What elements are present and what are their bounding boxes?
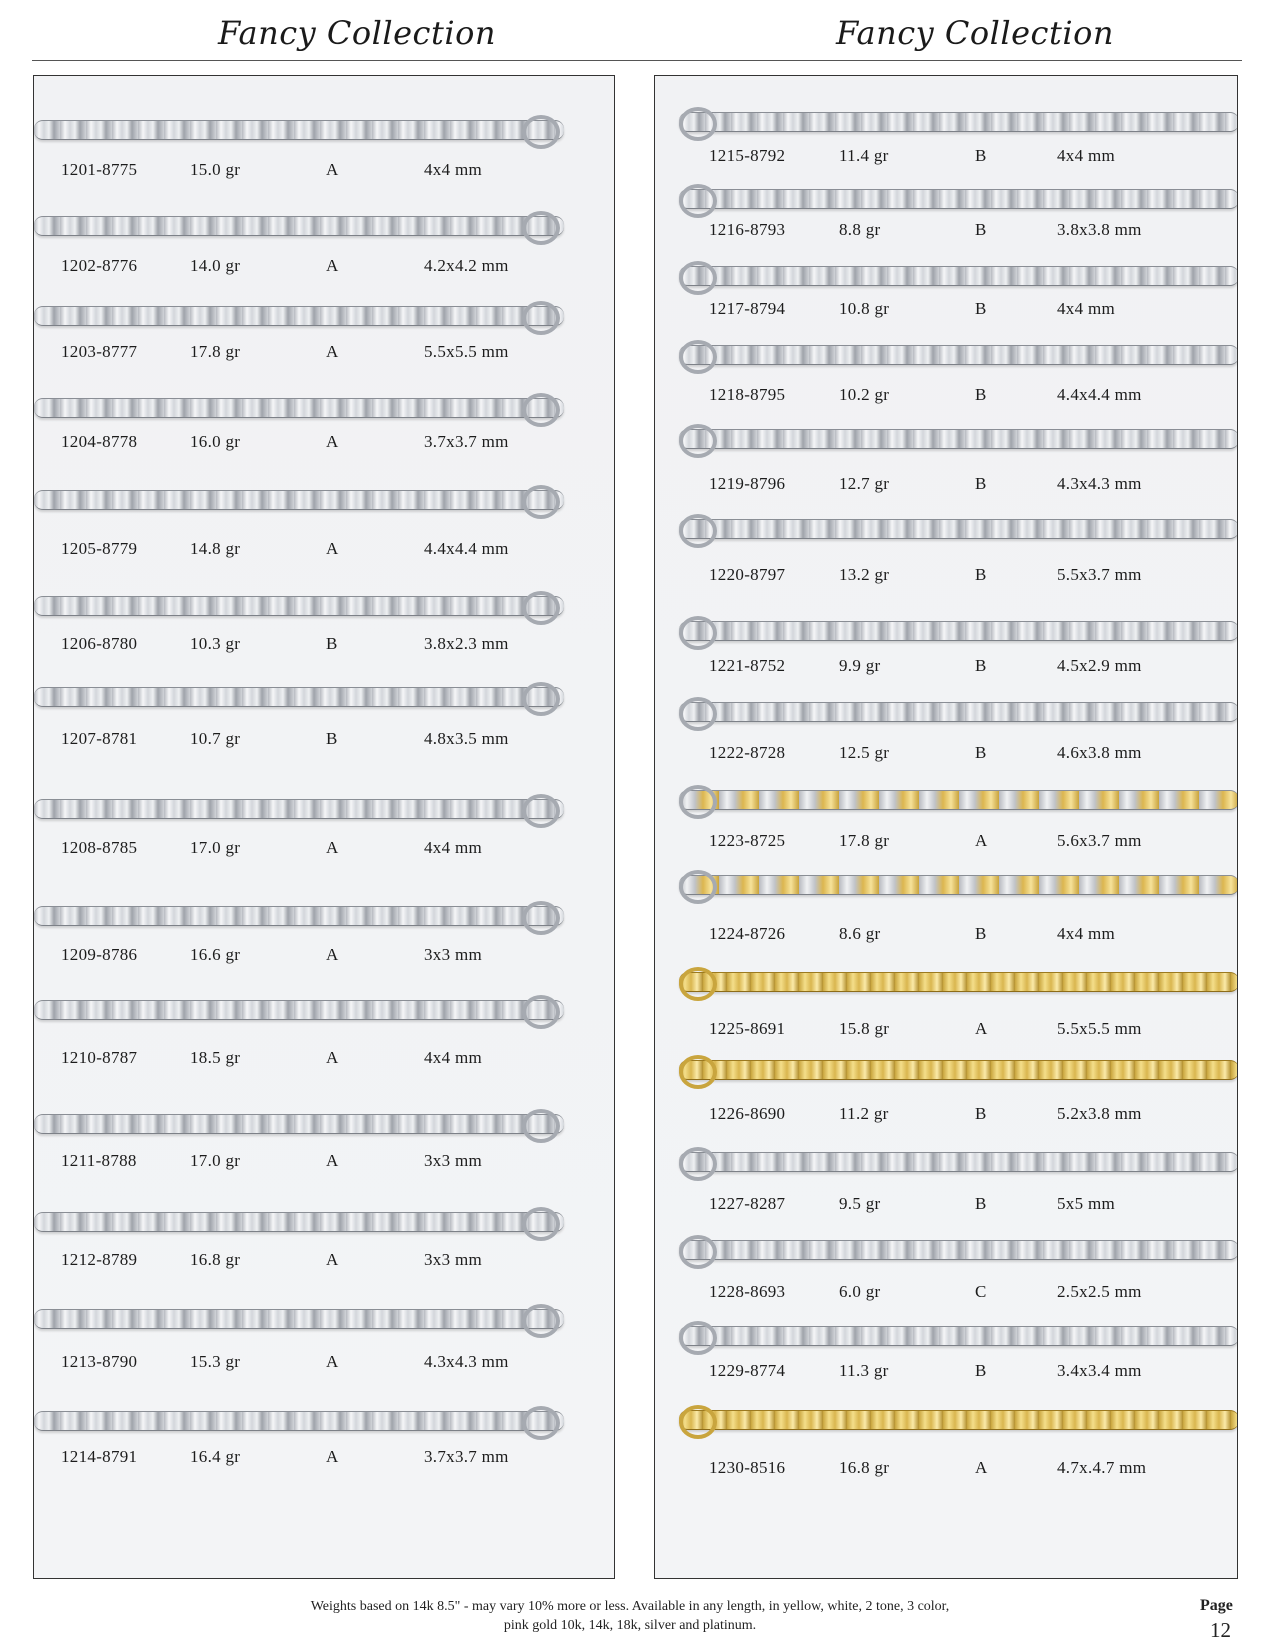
item-grade: A — [326, 838, 339, 857]
item-grade: A — [975, 1458, 988, 1477]
item-size: 4.3x4.3 mm — [424, 1352, 509, 1371]
clasp-icon — [679, 261, 717, 295]
item-size: 3.4x3.4 mm — [1057, 1361, 1142, 1380]
item-weight: 17.8 gr — [839, 831, 890, 850]
item-weight: 11.2 gr — [839, 1104, 889, 1123]
item-code: 1206-8780 — [61, 634, 138, 653]
item-code: 1225-8691 — [709, 1019, 786, 1038]
chain-image — [679, 429, 1238, 449]
item-size: 4.7x.4.7 mm — [1057, 1458, 1147, 1477]
right-catalog-panel — [654, 75, 1238, 1579]
clasp-icon — [679, 1405, 717, 1439]
item-grade: B — [975, 220, 987, 239]
item-code: 1205-8779 — [61, 539, 138, 558]
item-grade: A — [975, 1019, 988, 1038]
chain-image — [679, 621, 1238, 641]
item-code: 1202-8776 — [61, 256, 138, 275]
clasp-icon — [679, 107, 717, 141]
item-code: 1214-8791 — [61, 1447, 138, 1466]
item-code: 1208-8785 — [61, 838, 138, 857]
chain-image — [679, 1240, 1238, 1260]
clasp-icon — [522, 1109, 560, 1143]
item-code: 1220-8797 — [709, 565, 786, 584]
item-code: 1210-8787 — [61, 1048, 138, 1067]
item-size: 5x5 mm — [1057, 1194, 1115, 1213]
item-size: 5.5x3.7 mm — [1057, 565, 1142, 584]
chain-image — [679, 345, 1238, 365]
clasp-icon — [522, 485, 560, 519]
header-divider — [32, 60, 1242, 61]
item-grade: B — [975, 656, 987, 675]
clasp-icon — [522, 1304, 560, 1338]
item-code: 1203-8777 — [61, 342, 138, 361]
item-weight: 14.0 gr — [190, 256, 241, 275]
page-label: Page — [1200, 1597, 1233, 1614]
chain-image — [34, 799, 564, 819]
item-size: 2.5x2.5 mm — [1057, 1282, 1142, 1301]
item-code: 1207-8781 — [61, 729, 138, 748]
item-size: 4.6x3.8 mm — [1057, 743, 1142, 762]
item-grade: B — [975, 1194, 987, 1213]
item-grade: A — [326, 432, 339, 451]
item-weight: 17.0 gr — [190, 1151, 241, 1170]
item-code: 1222-8728 — [709, 743, 786, 762]
item-size: 5.6x3.7 mm — [1057, 831, 1142, 850]
item-weight: 6.0 gr — [839, 1282, 881, 1301]
item-grade: A — [326, 539, 339, 558]
item-size: 5.2x3.8 mm — [1057, 1104, 1142, 1123]
chain-image — [679, 1410, 1238, 1430]
item-weight: 14.8 gr — [190, 539, 241, 558]
clasp-icon — [522, 1207, 560, 1241]
chain-image — [34, 687, 564, 707]
chain-image — [679, 519, 1238, 539]
item-code: 1212-8789 — [61, 1250, 138, 1269]
item-grade: A — [326, 1250, 339, 1269]
item-size: 3.8x3.8 mm — [1057, 220, 1142, 239]
item-grade: B — [326, 729, 338, 748]
item-size: 4.8x3.5 mm — [424, 729, 509, 748]
item-weight: 18.5 gr — [190, 1048, 241, 1067]
clasp-icon — [679, 697, 717, 731]
page-number: 12 — [1210, 1618, 1231, 1642]
item-weight: 17.0 gr — [190, 838, 241, 857]
item-size: 4x4 mm — [424, 1048, 482, 1067]
item-weight: 16.8 gr — [190, 1250, 241, 1269]
chain-image — [34, 306, 564, 326]
item-grade: A — [975, 831, 988, 850]
chain-image — [679, 1060, 1238, 1080]
chain-image — [679, 972, 1238, 992]
clasp-icon — [679, 184, 717, 218]
chain-image — [34, 1309, 564, 1329]
clasp-icon — [522, 1406, 560, 1440]
page-title-left: Fancy Collection — [218, 14, 496, 52]
chain-image — [679, 702, 1238, 722]
item-grade: A — [326, 1352, 339, 1371]
item-size: 5.5x5.5 mm — [424, 342, 509, 361]
item-grade: B — [975, 385, 987, 404]
item-code: 1201-8775 — [61, 160, 138, 179]
item-weight: 17.8 gr — [190, 342, 241, 361]
item-weight: 10.8 gr — [839, 299, 890, 318]
item-weight: 16.0 gr — [190, 432, 241, 451]
item-size: 4x4 mm — [424, 160, 482, 179]
item-weight: 10.2 gr — [839, 385, 890, 404]
item-weight: 16.6 gr — [190, 945, 241, 964]
clasp-icon — [679, 514, 717, 548]
item-weight: 8.6 gr — [839, 924, 881, 943]
item-weight: 15.0 gr — [190, 160, 241, 179]
item-code: 1209-8786 — [61, 945, 138, 964]
chain-image — [679, 1152, 1238, 1172]
clasp-icon — [679, 870, 717, 904]
item-grade: B — [975, 743, 987, 762]
item-weight: 16.4 gr — [190, 1447, 241, 1466]
left-catalog-panel — [33, 75, 615, 1579]
item-grade: B — [975, 1104, 987, 1123]
item-size: 4.3x4.3 mm — [1057, 474, 1142, 493]
item-code: 1228-8693 — [709, 1282, 786, 1301]
item-size: 4.2x4.2 mm — [424, 256, 509, 275]
clasp-icon — [522, 682, 560, 716]
footer-line-2: pink gold 10k, 14k, 18k, silver and platinum. — [503, 1618, 757, 1633]
chain-image — [34, 490, 564, 510]
item-code: 1223-8725 — [709, 831, 786, 850]
item-size: 4.4x4.4 mm — [424, 539, 509, 558]
clasp-icon — [522, 591, 560, 625]
chain-image — [34, 1114, 564, 1134]
item-grade: B — [326, 634, 338, 653]
chain-image — [679, 189, 1238, 209]
item-weight: 16.8 gr — [839, 1458, 890, 1477]
clasp-icon — [522, 901, 560, 935]
item-grade: A — [326, 945, 339, 964]
item-code: 1226-8690 — [709, 1104, 786, 1123]
clasp-icon — [522, 995, 560, 1029]
clasp-icon — [522, 115, 560, 149]
item-weight: 9.5 gr — [839, 1194, 881, 1213]
chain-image — [34, 596, 564, 616]
item-code: 1204-8778 — [61, 432, 138, 451]
clasp-icon — [522, 393, 560, 427]
item-grade: B — [975, 299, 987, 318]
item-code: 1227-8287 — [709, 1194, 786, 1213]
item-size: 4x4 mm — [1057, 924, 1115, 943]
item-size: 4.4x4.4 mm — [1057, 385, 1142, 404]
item-size: 3x3 mm — [424, 1151, 482, 1170]
item-grade: C — [975, 1282, 987, 1301]
chain-image — [679, 875, 1238, 895]
item-code: 1229-8774 — [709, 1361, 786, 1380]
item-grade: B — [975, 565, 987, 584]
item-grade: A — [326, 256, 339, 275]
item-size: 4x4 mm — [1057, 146, 1115, 165]
chain-image — [34, 1212, 564, 1232]
chain-image — [34, 398, 564, 418]
page-title-right: Fancy Collection — [836, 14, 1114, 52]
item-size: 4x4 mm — [1057, 299, 1115, 318]
item-code: 1215-8792 — [709, 146, 786, 165]
clasp-icon — [679, 1147, 717, 1181]
item-weight: 15.8 gr — [839, 1019, 890, 1038]
chain-image — [34, 120, 564, 140]
item-grade: B — [975, 1361, 987, 1380]
clasp-icon — [522, 794, 560, 828]
item-weight: 8.8 gr — [839, 220, 881, 239]
chain-image — [679, 266, 1238, 286]
item-size: 4.5x2.9 mm — [1057, 656, 1142, 675]
item-size: 3x3 mm — [424, 1250, 482, 1269]
clasp-icon — [679, 340, 717, 374]
chain-image — [679, 790, 1238, 810]
item-code: 1221-8752 — [709, 656, 786, 675]
chain-image — [34, 1000, 564, 1020]
item-size: 3.8x2.3 mm — [424, 634, 509, 653]
chain-image — [34, 1411, 564, 1431]
item-weight: 10.3 gr — [190, 634, 241, 653]
item-code: 1217-8794 — [709, 299, 786, 318]
item-code: 1219-8796 — [709, 474, 786, 493]
clasp-icon — [522, 211, 560, 245]
item-code: 1218-8795 — [709, 385, 786, 404]
clasp-icon — [679, 785, 717, 819]
item-grade: A — [326, 1048, 339, 1067]
clasp-icon — [679, 424, 717, 458]
item-code: 1230-8516 — [709, 1458, 786, 1477]
clasp-icon — [679, 967, 717, 1001]
item-code: 1216-8793 — [709, 220, 786, 239]
clasp-icon — [679, 616, 717, 650]
chain-image — [679, 1326, 1238, 1346]
clasp-icon — [522, 301, 560, 335]
item-grade: B — [975, 146, 987, 165]
item-weight: 11.3 gr — [839, 1361, 889, 1380]
item-weight: 13.2 gr — [839, 565, 890, 584]
item-size: 5.5x5.5 mm — [1057, 1019, 1142, 1038]
chain-image — [679, 112, 1238, 132]
item-weight: 10.7 gr — [190, 729, 241, 748]
item-weight: 12.5 gr — [839, 743, 890, 762]
clasp-icon — [679, 1055, 717, 1089]
chain-image — [34, 216, 564, 236]
item-weight: 9.9 gr — [839, 656, 881, 675]
item-size: 3x3 mm — [424, 945, 482, 964]
item-weight: 12.7 gr — [839, 474, 890, 493]
item-size: 4x4 mm — [424, 838, 482, 857]
item-grade: B — [975, 474, 987, 493]
item-code: 1213-8790 — [61, 1352, 138, 1371]
item-code: 1224-8726 — [709, 924, 786, 943]
clasp-icon — [679, 1235, 717, 1269]
item-code: 1211-8788 — [61, 1151, 137, 1170]
item-grade: A — [326, 342, 339, 361]
item-grade: A — [326, 1151, 339, 1170]
item-grade: A — [326, 1447, 339, 1466]
item-grade: A — [326, 160, 339, 179]
item-weight: 15.3 gr — [190, 1352, 241, 1371]
item-size: 3.7x3.7 mm — [424, 1447, 509, 1466]
item-weight: 11.4 gr — [839, 146, 889, 165]
chain-image — [34, 906, 564, 926]
item-grade: B — [975, 924, 987, 943]
footer-note — [240, 1597, 1020, 1635]
footer-line-1: Weights based on 14k 8.5" - may vary 10% more or less. Available in any length, in yellow, white, 2 tone, 3 color, — [310, 1599, 950, 1614]
clasp-icon — [679, 1321, 717, 1355]
item-size: 3.7x3.7 mm — [424, 432, 509, 451]
